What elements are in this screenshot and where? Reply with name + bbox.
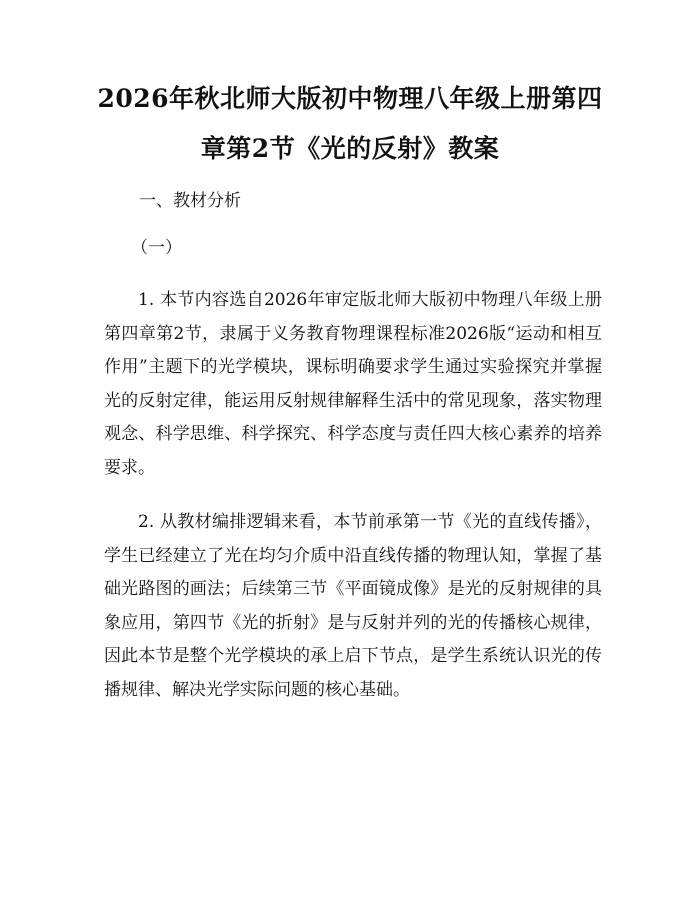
section-heading: 一、教材分析 [139, 191, 241, 211]
paragraph-1: 1. 本节内容选自2026年审定版北师大版初中物理八年级上册第四章第2节，隶属于义务教育物理课程标准2026版“运动和相互作用”主题下的光学模块，课标明确要求学生通过实验探究并掌握光的反射定律，能运用反射规律解释生活中的常见现象，落实物理观念、科学思维、科学探究、科学态度与责任四大核心素养的培养要求。 [104, 290, 602, 478]
subsection-heading: （一） [131, 238, 182, 258]
document-title-line-1: 2026年秋北师大版初中物理八年级上册第四 [97, 84, 603, 113]
paragraph-2: 2. 从教材编排逻辑来看，本节前承第一节《光的直线传播》，学生已经建立了光在均匀介质中沿直线传播的物理认知，掌握了基础光路图的画法；后续第三节《平面镜成像》是光的反射规律的具象应用，第四节《光的折射》是与反射并列的光的传播核心规律，因此本节是整个光学模块的承上启下节点，是学生系统认识光的传播规律、解决光学实际问题的核心基础。 [104, 512, 602, 700]
document-title-line-2: 章第2节《光的反射》教案 [200, 134, 500, 163]
